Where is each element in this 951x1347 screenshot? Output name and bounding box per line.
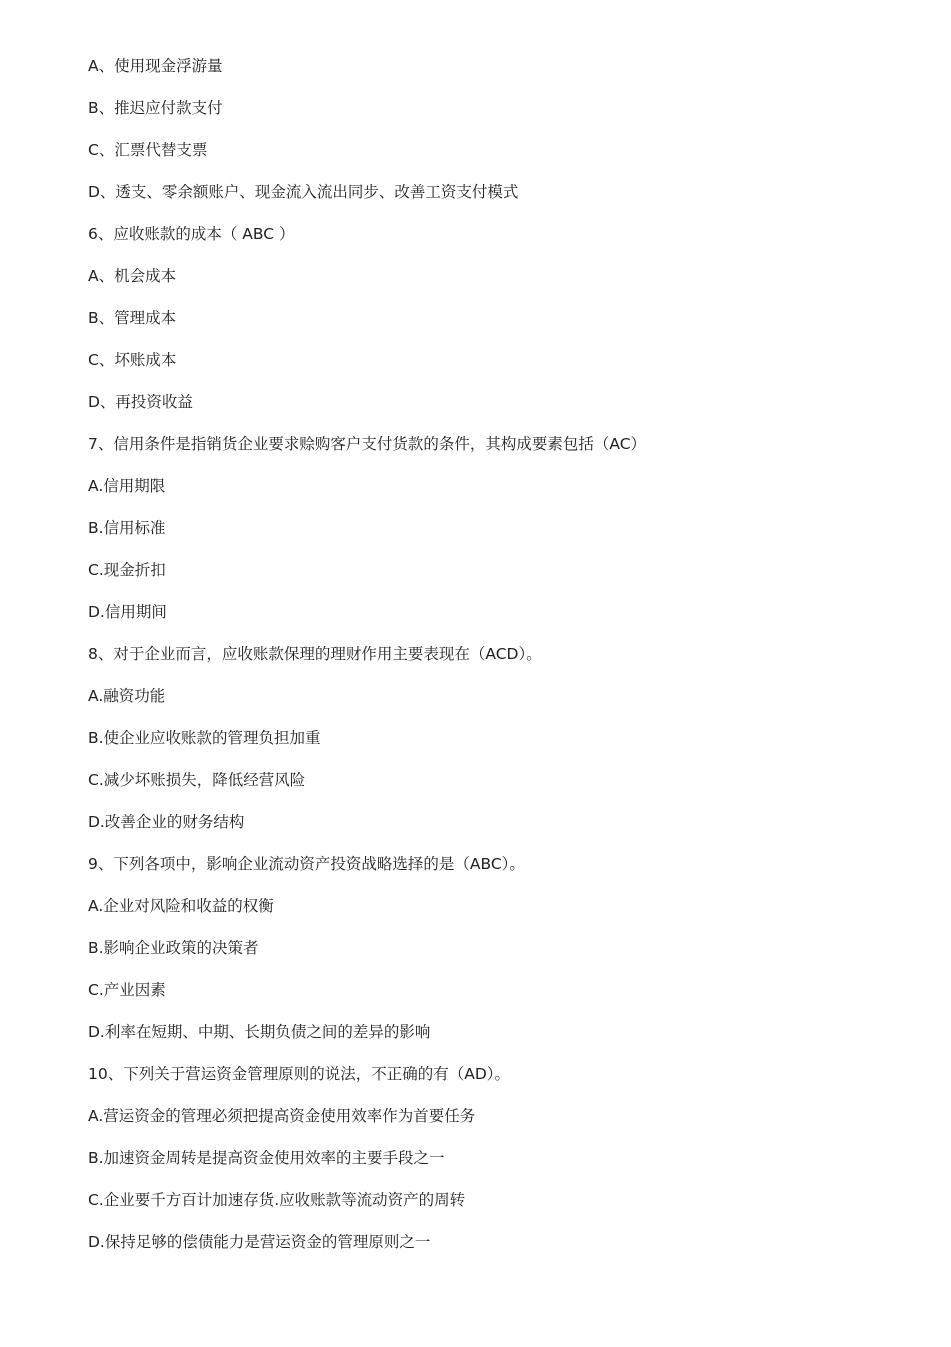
option-line: C.产业因素: [88, 981, 166, 999]
option-line: C.减少坏账损失，降低经营风险: [88, 771, 306, 789]
option-line: C、汇票代替支票: [88, 141, 208, 159]
question-line: 10、下列关于营运资金管理原则的说法，不正确的有（AD）。: [88, 1065, 511, 1083]
option-line: A、机会成本: [88, 267, 177, 285]
option-line: D.信用期间: [88, 603, 167, 621]
question-line: 7、信用条件是指销货企业要求赊购客户支付货款的条件，其构成要素包括（AC）: [88, 435, 647, 453]
option-line: B.使企业应收账款的管理负担加重: [88, 729, 321, 747]
option-line: C、坏账成本: [88, 351, 177, 369]
option-line: C.企业要千方百计加速存货.应收账款等流动资产的周转: [88, 1191, 466, 1209]
option-line: A.营运资金的管理必须把提高资金使用效率作为首要任务: [88, 1107, 476, 1125]
option-line: D、透支、零余额账户、现金流入流出同步、改善工资支付模式: [88, 183, 519, 201]
option-line: D.保持足够的偿债能力是营运资金的管理原则之一: [88, 1233, 431, 1251]
option-line: A.信用期限: [88, 477, 166, 495]
option-line: B、推迟应付款支付: [88, 99, 223, 117]
option-line: D、再投资收益: [88, 393, 193, 411]
question-line: 6、应收账款的成本（ ABC ）: [88, 225, 295, 243]
option-line: A.企业对风险和收益的权衡: [88, 897, 274, 915]
question-list: [88, 56, 908, 1274]
option-line: B.信用标准: [88, 519, 166, 537]
option-line: B.加速资金周转是提高资金使用效率的主要手段之一: [88, 1149, 445, 1167]
option-line: C.现金折扣: [88, 561, 166, 579]
option-line: B.影响企业政策的决策者: [88, 939, 259, 957]
option-line: D.利率在短期、中期、长期负债之间的差异的影响: [88, 1023, 431, 1041]
question-line: 8、对于企业而言，应收账款保理的理财作用主要表现在（ACD）。: [88, 645, 542, 663]
option-line: A、使用现金浮游量: [88, 57, 223, 75]
option-line: A.融资功能: [88, 687, 166, 705]
option-line: D.改善企业的财务结构: [88, 813, 245, 831]
question-line: 9、下列各项中，影响企业流动资产投资战略选择的是（ABC）。: [88, 855, 525, 873]
option-line: B、管理成本: [88, 309, 177, 327]
